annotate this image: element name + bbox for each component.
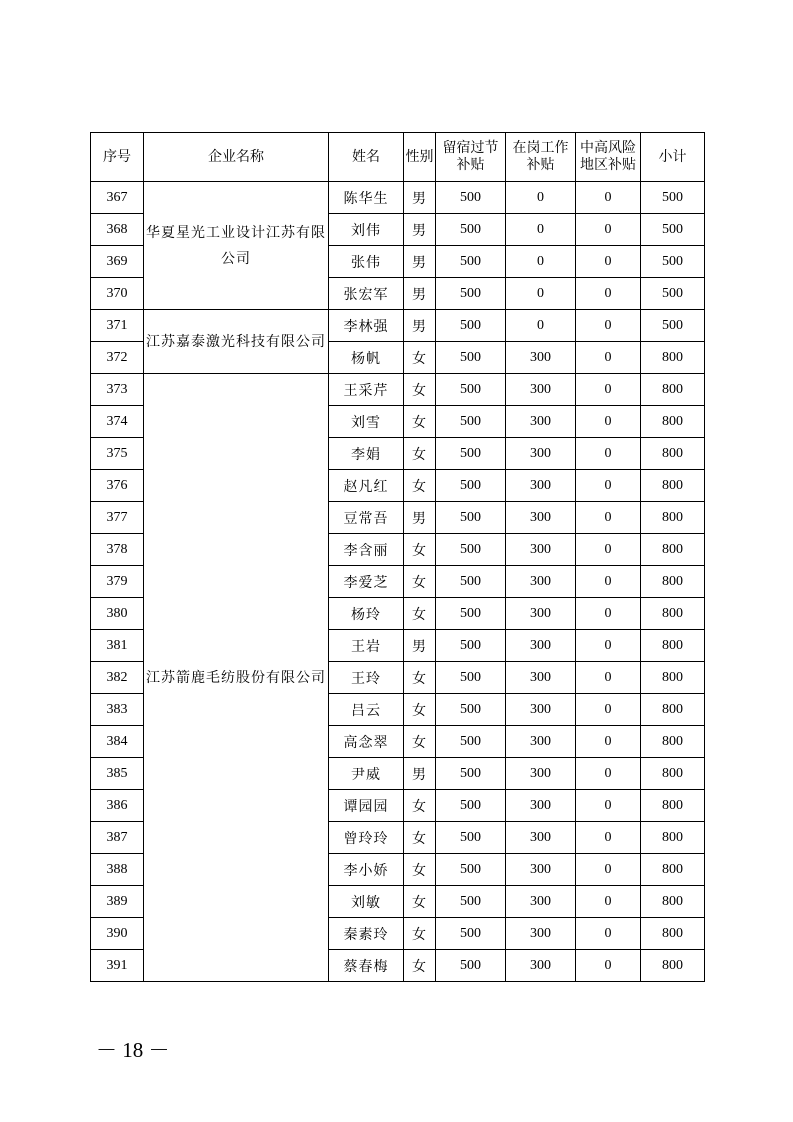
row-name: 刘雪	[329, 406, 404, 438]
row-name: 王采芹	[329, 374, 404, 406]
row-subtotal: 800	[641, 662, 705, 694]
header-onduty-subsidy-line2: 补贴	[526, 157, 555, 173]
row-risk-subsidy: 0	[576, 470, 641, 502]
row-seq: 378	[91, 534, 144, 566]
row-seq: 380	[91, 598, 144, 630]
row-seq: 369	[91, 246, 144, 278]
row-seq: 375	[91, 438, 144, 470]
row-name: 李爱芝	[329, 566, 404, 598]
subsidy-table	[90, 132, 705, 982]
row-subtotal: 800	[641, 758, 705, 790]
row-stay-subsidy: 500	[436, 630, 506, 662]
row-stay-subsidy: 500	[436, 758, 506, 790]
header-stay-subsidy-line2: 补贴	[456, 157, 485, 173]
row-seq: 367	[91, 182, 144, 214]
row-seq: 383	[91, 694, 144, 726]
row-risk-subsidy: 0	[576, 918, 641, 950]
row-risk-subsidy: 0	[576, 630, 641, 662]
row-name: 张宏军	[329, 278, 404, 310]
row-onduty-subsidy: 300	[506, 630, 576, 662]
row-stay-subsidy: 500	[436, 566, 506, 598]
row-seq: 379	[91, 566, 144, 598]
row-onduty-subsidy: 300	[506, 726, 576, 758]
row-gender: 女	[404, 854, 436, 886]
row-risk-subsidy: 0	[576, 214, 641, 246]
header-risk-subsidy	[576, 133, 641, 182]
header-onduty-subsidy	[506, 133, 576, 182]
row-subtotal: 800	[641, 822, 705, 854]
row-gender: 男	[404, 246, 436, 278]
row-company: 华夏星光工业设计江苏有限公司	[144, 182, 329, 310]
row-name: 谭园园	[329, 790, 404, 822]
row-risk-subsidy: 0	[576, 182, 641, 214]
row-seq: 376	[91, 470, 144, 502]
row-risk-subsidy: 0	[576, 566, 641, 598]
row-seq: 377	[91, 502, 144, 534]
row-onduty-subsidy: 0	[506, 246, 576, 278]
row-gender: 男	[404, 278, 436, 310]
row-gender: 女	[404, 342, 436, 374]
row-gender: 女	[404, 438, 436, 470]
row-stay-subsidy: 500	[436, 854, 506, 886]
table-row	[91, 310, 705, 342]
row-risk-subsidy: 0	[576, 278, 641, 310]
row-gender: 男	[404, 758, 436, 790]
header-subtotal: 小计	[641, 133, 705, 182]
row-stay-subsidy: 500	[436, 790, 506, 822]
row-name: 李小娇	[329, 854, 404, 886]
row-name: 李娟	[329, 438, 404, 470]
header-gender: 性别	[404, 133, 436, 182]
header-stay-subsidy-line1: 留宿过节	[442, 140, 499, 156]
row-subtotal: 800	[641, 790, 705, 822]
row-subtotal: 800	[641, 726, 705, 758]
row-onduty-subsidy: 0	[506, 310, 576, 342]
row-stay-subsidy: 500	[436, 406, 506, 438]
row-risk-subsidy: 0	[576, 790, 641, 822]
row-seq: 381	[91, 630, 144, 662]
row-subtotal: 800	[641, 566, 705, 598]
row-onduty-subsidy: 300	[506, 374, 576, 406]
row-subtotal: 800	[641, 374, 705, 406]
row-risk-subsidy: 0	[576, 246, 641, 278]
row-onduty-subsidy: 300	[506, 342, 576, 374]
row-risk-subsidy: 0	[576, 438, 641, 470]
row-subtotal: 800	[641, 406, 705, 438]
row-gender: 女	[404, 886, 436, 918]
row-stay-subsidy: 500	[436, 662, 506, 694]
row-gender: 男	[404, 630, 436, 662]
row-seq: 384	[91, 726, 144, 758]
row-name: 李含丽	[329, 534, 404, 566]
row-risk-subsidy: 0	[576, 374, 641, 406]
table-body	[91, 182, 705, 982]
row-seq: 390	[91, 918, 144, 950]
row-seq: 370	[91, 278, 144, 310]
header-seq: 序号	[91, 133, 144, 182]
row-gender: 女	[404, 374, 436, 406]
row-stay-subsidy: 500	[436, 886, 506, 918]
row-stay-subsidy: 500	[436, 598, 506, 630]
table-row	[91, 182, 705, 214]
row-name: 刘敏	[329, 886, 404, 918]
row-seq: 373	[91, 374, 144, 406]
row-name: 曾玲玲	[329, 822, 404, 854]
header-name: 姓名	[329, 133, 404, 182]
row-name: 豆常吾	[329, 502, 404, 534]
row-risk-subsidy: 0	[576, 598, 641, 630]
row-seq: 372	[91, 342, 144, 374]
row-subtotal: 800	[641, 598, 705, 630]
table-row	[91, 374, 705, 406]
row-onduty-subsidy: 300	[506, 790, 576, 822]
row-stay-subsidy: 500	[436, 374, 506, 406]
row-subtotal: 800	[641, 950, 705, 982]
row-risk-subsidy: 0	[576, 886, 641, 918]
row-gender: 女	[404, 662, 436, 694]
row-onduty-subsidy: 300	[506, 662, 576, 694]
row-gender: 女	[404, 950, 436, 982]
row-name: 赵凡红	[329, 470, 404, 502]
row-stay-subsidy: 500	[436, 950, 506, 982]
row-subtotal: 500	[641, 310, 705, 342]
row-name: 吕云	[329, 694, 404, 726]
row-risk-subsidy: 0	[576, 534, 641, 566]
row-name: 尹威	[329, 758, 404, 790]
row-gender: 女	[404, 470, 436, 502]
row-name: 张伟	[329, 246, 404, 278]
header-risk-subsidy-line2: 地区补贴	[580, 157, 636, 173]
row-name: 高念翠	[329, 726, 404, 758]
row-risk-subsidy: 0	[576, 310, 641, 342]
row-seq: 387	[91, 822, 144, 854]
row-onduty-subsidy: 300	[506, 438, 576, 470]
row-name: 陈华生	[329, 182, 404, 214]
row-onduty-subsidy: 300	[506, 406, 576, 438]
row-seq: 371	[91, 310, 144, 342]
row-stay-subsidy: 500	[436, 214, 506, 246]
row-subtotal: 800	[641, 534, 705, 566]
row-onduty-subsidy: 300	[506, 694, 576, 726]
row-onduty-subsidy: 300	[506, 886, 576, 918]
row-subtotal: 800	[641, 886, 705, 918]
header-row	[91, 133, 705, 182]
row-seq: 368	[91, 214, 144, 246]
row-risk-subsidy: 0	[576, 694, 641, 726]
row-risk-subsidy: 0	[576, 758, 641, 790]
row-onduty-subsidy: 300	[506, 502, 576, 534]
row-name: 王玲	[329, 662, 404, 694]
row-gender: 女	[404, 694, 436, 726]
row-seq: 382	[91, 662, 144, 694]
row-name: 刘伟	[329, 214, 404, 246]
row-stay-subsidy: 500	[436, 246, 506, 278]
row-seq: 386	[91, 790, 144, 822]
row-subtotal: 800	[641, 502, 705, 534]
row-stay-subsidy: 500	[436, 470, 506, 502]
row-gender: 女	[404, 598, 436, 630]
row-stay-subsidy: 500	[436, 278, 506, 310]
row-risk-subsidy: 0	[576, 726, 641, 758]
row-company: 江苏嘉泰激光科技有限公司	[144, 310, 329, 374]
row-stay-subsidy: 500	[436, 342, 506, 374]
row-subtotal: 800	[641, 470, 705, 502]
row-gender: 男	[404, 502, 436, 534]
row-risk-subsidy: 0	[576, 854, 641, 886]
row-risk-subsidy: 0	[576, 502, 641, 534]
row-seq: 374	[91, 406, 144, 438]
row-seq: 389	[91, 886, 144, 918]
row-onduty-subsidy: 300	[506, 822, 576, 854]
row-gender: 男	[404, 214, 436, 246]
row-risk-subsidy: 0	[576, 342, 641, 374]
row-subtotal: 800	[641, 694, 705, 726]
row-name: 李林强	[329, 310, 404, 342]
row-subtotal: 800	[641, 918, 705, 950]
row-onduty-subsidy: 0	[506, 182, 576, 214]
row-stay-subsidy: 500	[436, 918, 506, 950]
row-gender: 女	[404, 534, 436, 566]
row-subtotal: 500	[641, 182, 705, 214]
row-stay-subsidy: 500	[436, 694, 506, 726]
row-gender: 女	[404, 566, 436, 598]
page-number: － 18 －	[96, 1038, 170, 1062]
row-onduty-subsidy: 300	[506, 534, 576, 566]
row-subtotal: 500	[641, 214, 705, 246]
row-stay-subsidy: 500	[436, 182, 506, 214]
row-stay-subsidy: 500	[436, 502, 506, 534]
row-subtotal: 800	[641, 630, 705, 662]
row-risk-subsidy: 0	[576, 406, 641, 438]
row-risk-subsidy: 0	[576, 950, 641, 982]
row-name: 秦素玲	[329, 918, 404, 950]
row-subtotal: 800	[641, 342, 705, 374]
row-onduty-subsidy: 300	[506, 918, 576, 950]
header-company: 企业名称	[144, 133, 329, 182]
row-name: 杨玲	[329, 598, 404, 630]
row-onduty-subsidy: 300	[506, 854, 576, 886]
row-gender: 男	[404, 182, 436, 214]
row-name: 杨帆	[329, 342, 404, 374]
row-gender: 女	[404, 406, 436, 438]
row-name: 王岩	[329, 630, 404, 662]
row-seq: 391	[91, 950, 144, 982]
row-subtotal: 800	[641, 438, 705, 470]
row-gender: 女	[404, 918, 436, 950]
row-gender: 女	[404, 822, 436, 854]
row-gender: 女	[404, 790, 436, 822]
row-company: 江苏箭鹿毛纺股份有限公司	[144, 374, 329, 982]
row-onduty-subsidy: 300	[506, 950, 576, 982]
row-stay-subsidy: 500	[436, 822, 506, 854]
row-seq: 388	[91, 854, 144, 886]
row-subtotal: 800	[641, 854, 705, 886]
header-risk-subsidy-line1: 中高风险	[580, 140, 636, 156]
row-onduty-subsidy: 300	[506, 598, 576, 630]
row-stay-subsidy: 500	[436, 310, 506, 342]
row-risk-subsidy: 0	[576, 822, 641, 854]
row-subtotal: 500	[641, 246, 705, 278]
row-onduty-subsidy: 300	[506, 470, 576, 502]
row-risk-subsidy: 0	[576, 662, 641, 694]
header-onduty-subsidy-line1: 在岗工作	[512, 140, 569, 156]
row-onduty-subsidy: 300	[506, 566, 576, 598]
row-gender: 女	[404, 726, 436, 758]
row-seq: 385	[91, 758, 144, 790]
row-onduty-subsidy: 300	[506, 758, 576, 790]
row-onduty-subsidy: 0	[506, 278, 576, 310]
row-subtotal: 500	[641, 278, 705, 310]
row-onduty-subsidy: 0	[506, 214, 576, 246]
row-stay-subsidy: 500	[436, 726, 506, 758]
row-stay-subsidy: 500	[436, 534, 506, 566]
row-gender: 男	[404, 310, 436, 342]
header-stay-subsidy	[436, 133, 506, 182]
row-name: 蔡春梅	[329, 950, 404, 982]
row-stay-subsidy: 500	[436, 438, 506, 470]
